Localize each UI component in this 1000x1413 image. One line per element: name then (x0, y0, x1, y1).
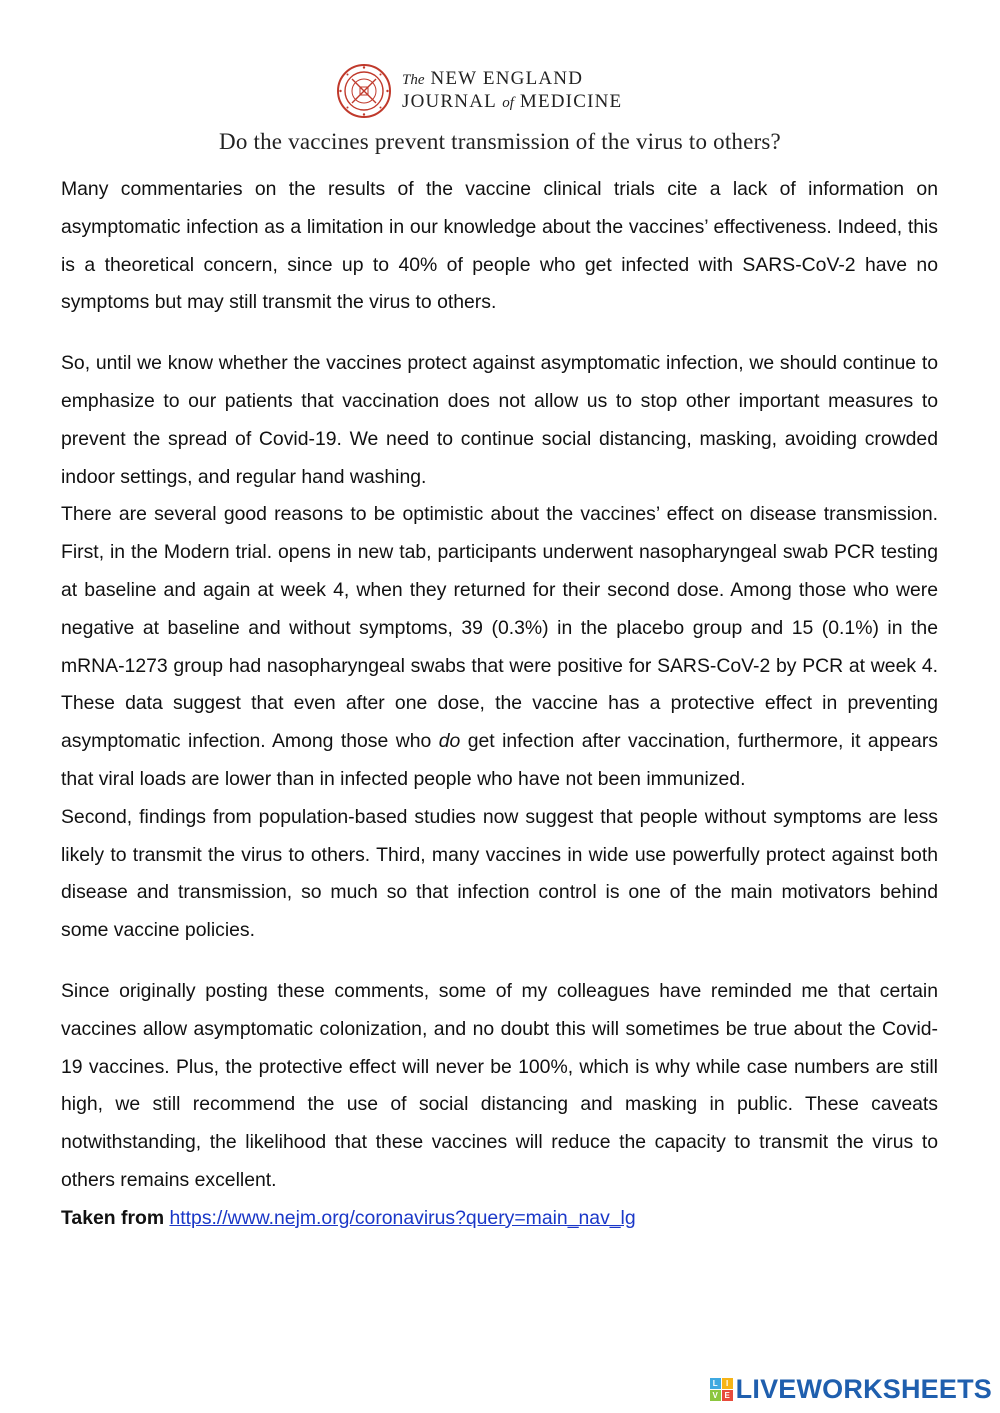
journal-journal: JOURNAL (402, 91, 497, 112)
logo-blocks-icon (710, 1378, 733, 1401)
journal-the: The (402, 72, 425, 88)
paragraph-3-part-1: There are several good reasons to be optimistic about the vaccines’ effect on disease transmission. First, in the Modern trial. opens in new tab, participants underwent nasopharyngeal swab PCR testing at baseline and again at week 4, when they returned for their second dose. Among those who were negative at baseline and without symptoms, 39 (0.3%) in the placebo group and 15 (0.1%) in the mRNA-1273 group had nasopharyngeal swabs that were positive for SARS-CoV-2 by PCR at week 4. These data suggest that even after one dose, the vaccine has a protective effect in preventing asymptomatic infection. Among those who (61, 503, 938, 753)
paragraph-3 (61, 496, 938, 798)
logo-block-l: L (710, 1378, 721, 1389)
paragraph-2: So, until we know whether the vaccines protect against asymptomatic infection, we should continue to emphasize to our patients that vaccination does not allow us to stop other important measures to prevent the spread of Covid-19. We need to continue social distancing, masking, avoiding crowded indoor settings, and regular hand washing. (61, 352, 938, 488)
journal-new-england: NEW ENGLAND (430, 68, 584, 89)
journal-medicine: MEDICINE (519, 91, 623, 112)
journal-name-line2 (402, 91, 622, 114)
paragraph-4: Second, findings from population-based studies now suggest that people without symptoms are less likely to transmit the virus to others. Third, many vaccines in wide use powerfully protect against both disease and transmission, so much so that infection control is one of the main motivators behind some vaccine policies. (61, 805, 938, 942)
logo-text: LIVEWORKSHEETS (735, 1374, 992, 1404)
logo-block-v: V (710, 1390, 721, 1401)
paragraph-3-part-2: get infection after vaccination, furthermore, it appears that viral loads are lower than in infected people who have not been immunized. (61, 730, 938, 790)
logo-block-e: E (722, 1390, 733, 1401)
source-link[interactable]: https://www.nejm.org/coronavirus?query=main_nav_lg (169, 1206, 636, 1229)
article-body (61, 171, 938, 1238)
journal-of: of (502, 95, 514, 111)
paragraph-1: Many commentaries on the results of the vaccine clinical trials cite a lack of information on asymptomatic infection as a limitation in our knowledge about the vaccines’ effectiveness. Indeed, this is a theoretical concern, since up to 40% of people who get infected with SARS-CoV-2 have no symptoms but may still transmit the virus to others. (61, 178, 938, 314)
liveworksheets-logo (710, 1371, 992, 1407)
journal-name (402, 68, 622, 114)
journal-seal-icon (336, 63, 392, 119)
journal-masthead (336, 64, 622, 118)
page-title: Do the vaccines prevent transmission of the virus to others? (219, 129, 781, 154)
logo-block-i: I (722, 1378, 733, 1389)
paragraph-3-emphasis: do (438, 730, 461, 753)
journal-name-line1 (402, 68, 622, 91)
source-line (61, 1200, 938, 1238)
source-label: Taken from (61, 1206, 165, 1229)
paragraph-5: Since originally posting these comments, some of my colleagues have reminded me that certain vaccines allow asymptomatic colonization, and no doubt this will sometimes be true about the Covid-19 vaccines. Plus, the protective effect will never be 100%, which is why while case numbers are still high, we still recommend the use of social distancing and masking in public. These caveats notwithstanding, the likelihood that these vaccines will reduce the capacity to transmit the virus to others remains excellent. (61, 979, 938, 1191)
